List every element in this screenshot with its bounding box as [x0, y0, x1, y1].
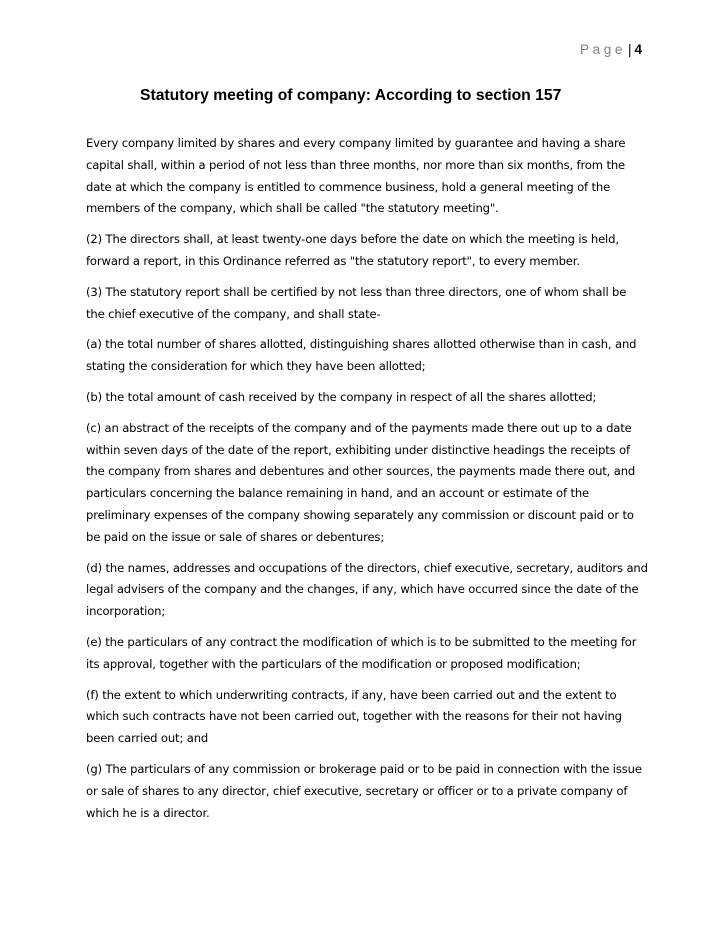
page-label: Page — [580, 42, 626, 57]
page-header — [580, 42, 642, 57]
paragraph-d: (d) the names, addresses and occupations of the directors, chief executive, secretary, auditors and legal advisers of the company and the changes, if any, which have occurred since the date of the incorporation; — [86, 560, 648, 619]
paragraph-c: (c) an abstract of the receipts of the company and of the payments made there out up to a date within seven days of the date of the report, exhibiting under distinctive headings the receipts of the company from shares and debentures and other sources, the payments made there out, and particulars concerning the balance remaining in hand, and an account or estimate of the preliminary expenses of the company showing separately any commission or discount paid or to be paid on the issue or sale of shares or debentures; — [86, 420, 636, 544]
paragraph-3: (3) The statutory report shall be certified by not less than three directors, one of whom shall be the chief executive of the company, and shall state- — [86, 284, 627, 321]
paragraph-2: (2) The directors shall, at least twenty-one days before the date on which the meeting is held, forward a report, in this Ordinance referred as "the statutory report", to every member. — [86, 232, 619, 268]
document-title: Statutory meeting of company: According to section 157 — [140, 87, 562, 104]
paragraph-f: (f) the extent to which underwriting contracts, if any, have been carried out and the extent to which such contracts have not been carried out, together with the reasons for their not having been carried out; and — [86, 687, 622, 746]
paragraph-g: (g) The particulars of any commission or brokerage paid or to be paid in connection with the issue or sale of shares to any director, chief executive, secretary or officer or to a private company of which he is a director. — [86, 761, 642, 820]
page-separator: | — [627, 42, 632, 57]
document-body — [86, 133, 648, 833]
paragraph-b: (b) the total amount of cash received by the company in respect of all the shares allotted; — [86, 389, 597, 404]
paragraph-e: (e) the particulars of any contract the modification of which is to be submitted to the meeting for its approval, together with the particulars of the modification or proposed modification; — [86, 634, 637, 671]
paragraph-intro: Every company limited by shares and every company limited by guarantee and having a share capital shall, within a period of not less than three months, nor more than six months, from the date at which the company is entitled to commence business, hold a general meeting of the members of the company, which shall be called "the statutory meeting". — [86, 136, 626, 216]
page-number: 4 — [634, 42, 642, 57]
paragraph-a: (a) the total number of shares allotted, distinguishing shares allotted otherwise than in cash, and stating the consideration for which they have been allotted; — [86, 337, 637, 374]
